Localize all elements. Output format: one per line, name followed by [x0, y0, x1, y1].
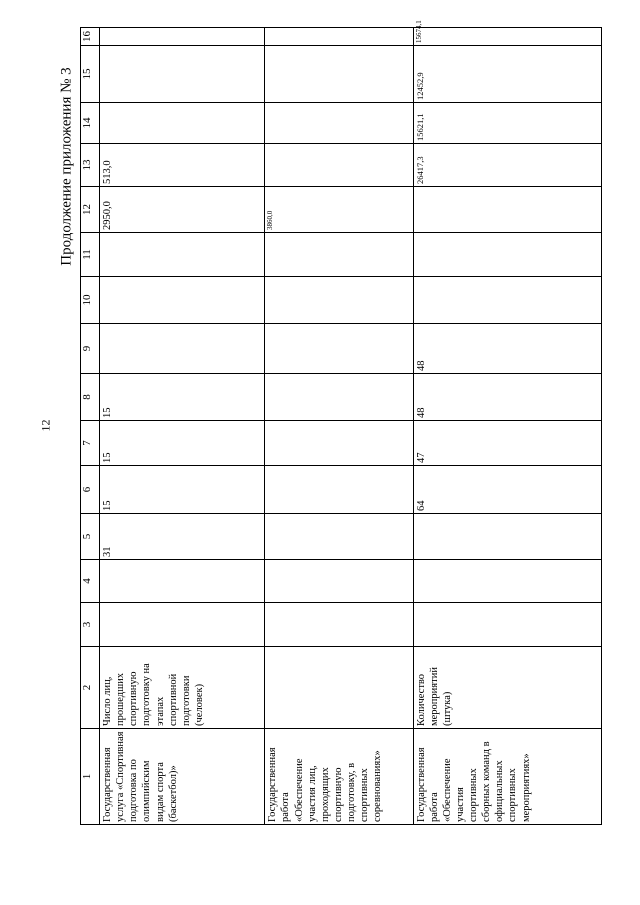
cell: 26417,3: [413, 144, 601, 187]
cell: [413, 560, 601, 603]
cell-service-name: Государственная работа «Обеспечение участия лиц, проходящих спортивную подготовку, в спортивных соревнованиях»: [265, 729, 413, 825]
cell: [413, 514, 601, 560]
cell: [100, 277, 265, 324]
header-row: [81, 28, 100, 825]
col-header-12: 12: [81, 187, 100, 233]
cell-indicator: Количество мероприятий (штука): [413, 647, 601, 729]
cell: [265, 233, 413, 277]
cell: 48: [413, 324, 601, 374]
cell: [100, 560, 265, 603]
cell: 15: [100, 374, 265, 421]
col-header-8: 8: [81, 374, 100, 421]
col-header-9: 9: [81, 324, 100, 374]
cell-indicator: [265, 647, 413, 729]
cell: [265, 514, 413, 560]
cell: [265, 28, 413, 46]
cell-indicator: Число лиц, прошедших спортивную подготовку на этапах спортивной подготовки (человек): [100, 647, 265, 729]
cell: [100, 28, 265, 46]
cell: 48: [413, 374, 601, 421]
cell: [265, 466, 413, 514]
cell: 513,0: [100, 144, 265, 187]
col-header-10: 10: [81, 277, 100, 324]
cell: [265, 103, 413, 144]
cell: 15621,1: [413, 103, 601, 144]
cell: [100, 103, 265, 144]
continuation-title-text: Продолжение приложения № 3: [58, 67, 75, 266]
cell: 15: [100, 421, 265, 466]
cell: [265, 144, 413, 187]
cell: [265, 374, 413, 421]
col-header-11: 11: [81, 233, 100, 277]
cell: 3860,0: [265, 187, 413, 233]
cell-service-name: Государственная услуга «Спортивная подготовка по олимпийским видам спорта (баскетбол)»: [100, 729, 265, 825]
cell: [413, 187, 601, 233]
cell: 31: [100, 514, 265, 560]
cell: [265, 46, 413, 103]
cell: 2950,0: [100, 187, 265, 233]
col-header-4: 4: [81, 560, 100, 603]
page-number: 12: [38, 419, 53, 432]
cell: [413, 603, 601, 647]
table-row: [413, 28, 601, 825]
cell-service-name: Государственная работа «Обеспечение участия спортивных сборных команд в официальных спортивных мероприятиях»: [413, 729, 601, 825]
continuation-title: [57, 0, 77, 905]
col-header-16: 16: [81, 28, 100, 46]
col-header-15: 15: [81, 46, 100, 103]
table-row: [100, 28, 265, 825]
appendix-table: [80, 20, 602, 825]
cell: [413, 233, 601, 277]
cell: 47: [413, 421, 601, 466]
cell: [265, 421, 413, 466]
col-header-14: 14: [81, 103, 100, 144]
col-header-1: 1: [81, 729, 100, 825]
cell: [100, 603, 265, 647]
table-row: [265, 28, 413, 825]
cell: [265, 603, 413, 647]
appendix-table-box: [80, 20, 602, 825]
cell: [265, 277, 413, 324]
cell: 64: [413, 466, 601, 514]
col-header-5: 5: [81, 514, 100, 560]
cell: [413, 277, 601, 324]
col-header-2: 2: [81, 647, 100, 729]
col-header-7: 7: [81, 421, 100, 466]
cell: [100, 324, 265, 374]
cell: 15674,1: [413, 28, 601, 46]
appendix-table-rotated: [80, 20, 602, 825]
col-header-6: 6: [81, 466, 100, 514]
cell: [265, 324, 413, 374]
cell: [265, 560, 413, 603]
cell: 12452,9: [413, 46, 601, 103]
cell: [100, 233, 265, 277]
cell: 15: [100, 466, 265, 514]
col-header-3: 3: [81, 603, 100, 647]
col-header-13: 13: [81, 144, 100, 187]
cell: [100, 46, 265, 103]
